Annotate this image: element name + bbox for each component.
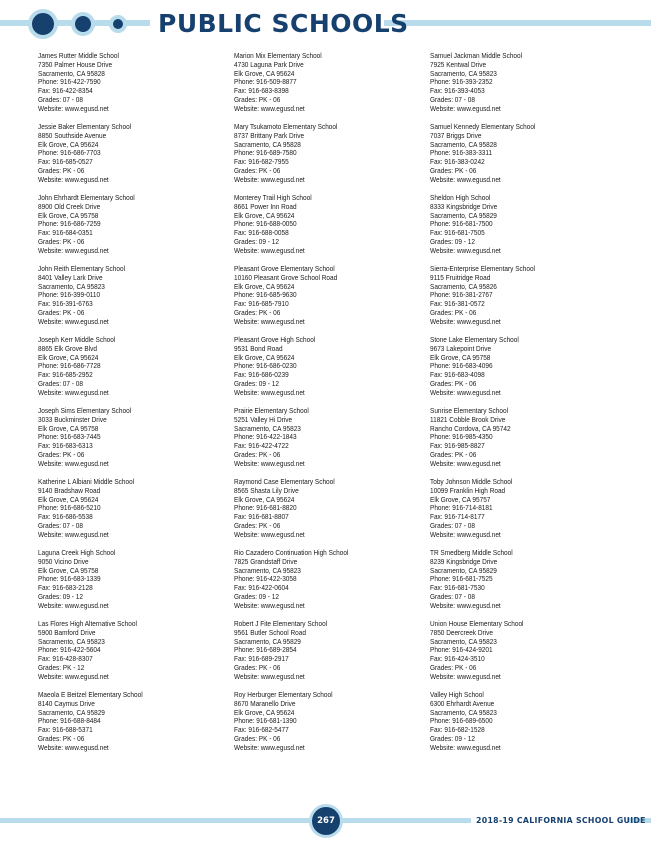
school-fax: Fax: 916-683-2128 (38, 583, 93, 593)
header-dot-small (109, 15, 127, 33)
school-grades: Grades: 09 - 12 (234, 378, 279, 388)
school-city: Elk Grove, CA 95624 (234, 494, 295, 504)
school-name: John Reith Elementary School (38, 264, 126, 273)
footer-rule-right (340, 818, 471, 823)
school-phone: Phone: 916-714-8181 (430, 503, 493, 513)
school-grades: Grades: PK - 06 (430, 449, 477, 459)
school-entry (430, 549, 620, 620)
footer-rule-left (0, 818, 310, 823)
school-entry (234, 265, 424, 336)
school-fax: Fax: 916-683-8398 (234, 86, 289, 96)
school-phone: Phone: 916-509-8877 (234, 77, 297, 87)
school-phone: Phone: 916-681-8820 (234, 503, 297, 513)
school-name: Maeola E Beitzel Elementary School (38, 690, 143, 699)
school-website: Website: www.egusd.net (430, 316, 501, 326)
school-entry (430, 52, 620, 123)
school-phone: Phone: 916-689-7580 (234, 148, 297, 158)
school-address: 8670 Maranello Drive (234, 698, 296, 708)
school-address: 3033 Buckminster Drive (38, 414, 107, 424)
school-entry (430, 123, 620, 194)
school-entry (430, 691, 620, 762)
school-name: Laguna Creek High School (38, 548, 116, 557)
school-fax: Fax: 916-985-8827 (430, 441, 485, 451)
school-grades: Grades: 09 - 12 (234, 236, 279, 246)
school-name: Joseph Kerr Middle School (38, 335, 116, 344)
school-city: Elk Grove, CA 95624 (234, 281, 295, 291)
school-entry (234, 407, 424, 478)
school-website: Website: www.egusd.net (234, 245, 305, 255)
school-address: 8565 Shasta Lily Drive (234, 485, 299, 495)
school-city: Sacramento, CA 95823 (430, 636, 497, 646)
school-website: Website: www.egusd.net (430, 387, 501, 397)
school-website: Website: www.egusd.net (38, 458, 109, 468)
school-city: Elk Grove, CA 95624 (38, 352, 99, 362)
school-name: Toby Johnson Middle School (430, 477, 513, 486)
school-phone: Phone: 916-683-7445 (38, 432, 101, 442)
school-entry (234, 620, 424, 691)
school-address: 8140 Caymus Drive (38, 698, 95, 708)
school-city: Elk Grove, CA 95757 (430, 494, 491, 504)
school-address: 8401 Valley Lark Drive (38, 272, 103, 282)
school-name: Marion Mix Elementary School (234, 51, 322, 60)
school-website: Website: www.egusd.net (430, 529, 501, 539)
school-fax: Fax: 916-391-6763 (38, 299, 93, 309)
school-city: Elk Grove, CA 95624 (234, 352, 295, 362)
school-phone: Phone: 916-393-2352 (430, 77, 493, 87)
school-name: Sheldon High School (430, 193, 491, 202)
school-entry (38, 407, 228, 478)
school-website: Website: www.egusd.net (38, 529, 109, 539)
school-grades: Grades: PK - 06 (38, 307, 85, 317)
school-phone: Phone: 916-683-1339 (38, 574, 101, 584)
school-website: Website: www.egusd.net (38, 742, 109, 752)
school-address: 8850 Southside Avenue (38, 130, 107, 140)
school-city: Elk Grove, CA 95758 (38, 565, 99, 575)
school-name: Pleasant Grove Elementary School (234, 264, 335, 273)
school-address: 9673 Lakepoint Drive (430, 343, 492, 353)
school-phone: Phone: 916-685-9630 (234, 290, 297, 300)
school-entry (430, 194, 620, 265)
school-phone: Phone: 916-686-0230 (234, 361, 297, 371)
school-website: Website: www.egusd.net (430, 174, 501, 184)
school-entry (234, 194, 424, 265)
school-address: 7825 Grandstaff Drive (234, 556, 298, 566)
school-website: Website: www.egusd.net (234, 671, 305, 681)
school-website: Website: www.egusd.net (430, 103, 501, 113)
school-fax: Fax: 916-381-0572 (430, 299, 485, 309)
school-city: Sacramento, CA 95829 (430, 565, 497, 575)
school-name: Mary Tsukamoto Elementary School (234, 122, 338, 131)
school-fax: Fax: 916-685-7910 (234, 299, 289, 309)
school-city: Sacramento, CA 95823 (430, 68, 497, 78)
school-address: 7037 Briggs Drive (430, 130, 482, 140)
school-city: Elk Grove, CA 95758 (38, 423, 99, 433)
school-name: James Rutter Middle School (38, 51, 119, 60)
school-grades: Grades: PK - 12 (38, 662, 85, 672)
school-city: Elk Grove, CA 95758 (38, 210, 99, 220)
school-fax: Fax: 916-422-0604 (234, 583, 289, 593)
school-entry (38, 620, 228, 691)
school-city: Sacramento, CA 95829 (234, 636, 301, 646)
school-grades: Grades: PK - 06 (430, 662, 477, 672)
school-address: 9140 Bradshaw Road (38, 485, 101, 495)
school-city: Elk Grove, CA 95624 (38, 494, 99, 504)
school-website: Website: www.egusd.net (38, 174, 109, 184)
school-website: Website: www.egusd.net (38, 245, 109, 255)
school-grades: Grades: PK - 06 (234, 94, 281, 104)
school-fax: Fax: 916-424-3510 (430, 654, 485, 664)
school-column-2 (234, 52, 424, 762)
school-grades: Grades: PK - 06 (234, 165, 281, 175)
school-phone: Phone: 916-422-5604 (38, 645, 101, 655)
school-column-1 (38, 52, 228, 762)
school-fax: Fax: 916-681-8807 (234, 512, 289, 522)
school-phone: Phone: 916-686-7728 (38, 361, 101, 371)
school-phone: Phone: 916-686-7259 (38, 219, 101, 229)
school-address: 8900 Old Creek Drive (38, 201, 101, 211)
school-fax: Fax: 916-683-6313 (38, 441, 93, 451)
school-phone: Phone: 916-381-2767 (430, 290, 493, 300)
school-entry (234, 691, 424, 762)
school-phone: Phone: 916-985-4350 (430, 432, 493, 442)
school-website: Website: www.egusd.net (430, 600, 501, 610)
school-entry (38, 691, 228, 762)
school-grades: Grades: PK - 06 (234, 449, 281, 459)
school-column-3 (430, 52, 620, 762)
school-fax: Fax: 916-689-2917 (234, 654, 289, 664)
school-address: 8333 Kingsbridge Drive (430, 201, 498, 211)
school-fax: Fax: 916-383-0242 (430, 157, 485, 167)
school-name: Las Flores High Alternative School (38, 619, 137, 628)
school-city: Sacramento, CA 95823 (430, 707, 497, 717)
school-name: Samuel Kennedy Elementary School (430, 122, 536, 131)
school-phone: Phone: 916-422-3058 (234, 574, 297, 584)
school-fax: Fax: 916-685-2952 (38, 370, 93, 380)
school-phone: Phone: 916-689-6500 (430, 716, 493, 726)
school-address: 9050 Vicino Drive (38, 556, 89, 566)
school-grades: Grades: PK - 06 (38, 236, 85, 246)
school-fax: Fax: 916-688-0058 (234, 228, 289, 238)
school-fax: Fax: 916-684-0351 (38, 228, 93, 238)
school-grades: Grades: 07 - 08 (38, 94, 83, 104)
school-website: Website: www.egusd.net (430, 671, 501, 681)
page-header (0, 0, 651, 48)
school-name: Sierra-Enterprise Elementary School (430, 264, 535, 273)
school-entry (38, 478, 228, 549)
school-city: Elk Grove, CA 95624 (234, 707, 295, 717)
school-phone: Phone: 916-383-3311 (430, 148, 493, 158)
school-grades: Grades: PK - 06 (234, 307, 281, 317)
school-grades: Grades: 07 - 08 (430, 520, 475, 530)
page-number: 267 (309, 804, 343, 838)
school-website: Website: www.egusd.net (430, 458, 501, 468)
school-grades: Grades: PK - 06 (38, 165, 85, 175)
school-entry (38, 52, 228, 123)
school-website: Website: www.egusd.net (234, 600, 305, 610)
school-phone: Phone: 916-689-2854 (234, 645, 297, 655)
school-entry (38, 265, 228, 336)
page-title: PUBLIC SCHOOLS (158, 9, 409, 38)
header-rule-right (384, 20, 651, 26)
school-website: Website: www.egusd.net (234, 529, 305, 539)
school-name: Stone Lake Elementary School (430, 335, 519, 344)
school-grades: Grades: 07 - 08 (430, 94, 475, 104)
school-address: 10099 Franklin High Road (430, 485, 506, 495)
school-phone: Phone: 916-683-4096 (430, 361, 493, 371)
school-address: 4730 Laguna Park Drive (234, 59, 304, 69)
school-address: 7350 Palmer House Drive (38, 59, 113, 69)
school-fax: Fax: 916-683-4098 (430, 370, 485, 380)
school-city: Elk Grove, CA 95624 (38, 139, 99, 149)
school-address: 8239 Kingsbridge Drive (430, 556, 498, 566)
school-address: 11821 Cobble Brook Drive (430, 414, 506, 424)
school-fax: Fax: 916-682-1528 (430, 725, 485, 735)
school-website: Website: www.egusd.net (430, 245, 501, 255)
school-address: 8661 Power Inn Road (234, 201, 297, 211)
school-entry (430, 407, 620, 478)
school-website: Website: www.egusd.net (38, 387, 109, 397)
school-name: Union House Elementary School (430, 619, 524, 628)
school-city: Sacramento, CA 95823 (234, 423, 301, 433)
school-name: Joseph Sims Elementary School (38, 406, 132, 415)
school-city: Sacramento, CA 95829 (430, 210, 497, 220)
school-city: Elk Grove, CA 95758 (430, 352, 491, 362)
school-phone: Phone: 916-422-1843 (234, 432, 297, 442)
school-name: Roy Herburger Elementary School (234, 690, 333, 699)
school-website: Website: www.egusd.net (234, 387, 305, 397)
school-fax: Fax: 916-422-4722 (234, 441, 289, 451)
school-city: Elk Grove, CA 95624 (234, 210, 295, 220)
school-website: Website: www.egusd.net (38, 103, 109, 113)
school-website: Website: www.egusd.net (38, 671, 109, 681)
school-fax: Fax: 916-681-7505 (430, 228, 485, 238)
school-city: Sacramento, CA 95828 (430, 139, 497, 149)
school-entry (430, 336, 620, 407)
school-grades: Grades: PK - 06 (234, 662, 281, 672)
school-address: 9115 Fruitridge Road (430, 272, 491, 282)
school-phone: Phone: 916-681-7500 (430, 219, 493, 229)
school-city: Sacramento, CA 95823 (234, 565, 301, 575)
school-phone: Phone: 916-399-0110 (38, 290, 101, 300)
school-website: Website: www.egusd.net (430, 742, 501, 752)
school-name: Rio Cazadero Continuation High School (234, 548, 349, 557)
school-entry (38, 549, 228, 620)
school-grades: Grades: PK - 06 (234, 733, 281, 743)
school-city: Sacramento, CA 95823 (38, 636, 105, 646)
school-address: 7925 Kentwal Drive (430, 59, 487, 69)
school-address: 7850 Deercreek Drive (430, 627, 493, 637)
school-name: Raymond Case Elementary School (234, 477, 335, 486)
school-phone: Phone: 916-424-9201 (430, 645, 493, 655)
school-website: Website: www.egusd.net (234, 316, 305, 326)
school-website: Website: www.egusd.net (38, 316, 109, 326)
school-grades: Grades: 07 - 08 (430, 591, 475, 601)
school-fax: Fax: 916-428-8307 (38, 654, 93, 664)
school-address: 9561 Butler School Road (234, 627, 306, 637)
school-phone: Phone: 916-688-8484 (38, 716, 101, 726)
school-address: 5251 Valley Hi Drive (234, 414, 293, 424)
school-entry (38, 336, 228, 407)
guide-title: 2018-19 CALIFORNIA SCHOOL GUIDE (476, 816, 646, 825)
school-entry (234, 478, 424, 549)
school-website: Website: www.egusd.net (234, 174, 305, 184)
school-entry (234, 123, 424, 194)
school-grades: Grades: PK - 06 (38, 733, 85, 743)
header-dot-large (28, 9, 58, 39)
school-website: Website: www.egusd.net (38, 600, 109, 610)
school-fax: Fax: 916-393-4053 (430, 86, 485, 96)
school-phone: Phone: 916-681-7525 (430, 574, 493, 584)
school-grades: Grades: 07 - 08 (38, 520, 83, 530)
school-city: Sacramento, CA 95826 (430, 281, 497, 291)
school-fax: Fax: 916-682-7955 (234, 157, 289, 167)
school-entry (234, 52, 424, 123)
school-entry (234, 336, 424, 407)
school-fax: Fax: 916-422-8354 (38, 86, 93, 96)
school-address: 9531 Bond Road (234, 343, 283, 353)
school-city: Sacramento, CA 95829 (38, 707, 105, 717)
school-phone: Phone: 916-688-0050 (234, 219, 297, 229)
school-name: Jessie Baker Elementary School (38, 122, 132, 131)
school-phone: Phone: 916-686-5210 (38, 503, 101, 513)
school-fax: Fax: 916-688-5371 (38, 725, 93, 735)
school-grades: Grades: 09 - 12 (430, 236, 475, 246)
school-address: 6300 Ehrhardt Avenue (430, 698, 495, 708)
school-fax: Fax: 916-681-7530 (430, 583, 485, 593)
school-fax: Fax: 916-686-5538 (38, 512, 93, 522)
header-dot-medium (71, 12, 95, 36)
school-phone: Phone: 916-681-1390 (234, 716, 297, 726)
school-address: 8865 Elk Grove Blvd (38, 343, 97, 353)
school-entry (430, 620, 620, 691)
school-grades: Grades: 09 - 12 (38, 591, 83, 601)
school-name: Prairie Elementary School (234, 406, 309, 415)
school-fax: Fax: 916-686-0239 (234, 370, 289, 380)
school-website: Website: www.egusd.net (234, 742, 305, 752)
school-entry (430, 265, 620, 336)
school-grades: Grades: 09 - 12 (234, 591, 279, 601)
school-name: Monterey Trail High School (234, 193, 312, 202)
school-name: Sunrise Elementary School (430, 406, 509, 415)
school-name: Robert J Fite Elementary School (234, 619, 328, 628)
school-website: Website: www.egusd.net (234, 103, 305, 113)
school-phone: Phone: 916-422-7590 (38, 77, 101, 87)
school-name: Pleasant Grove High School (234, 335, 316, 344)
school-city: Rancho Cordova, CA 95742 (430, 423, 511, 433)
school-address: 5900 Bamford Drive (38, 627, 96, 637)
school-grades: Grades: PK - 06 (430, 307, 477, 317)
school-address: 10160 Pleasant Grove School Road (234, 272, 338, 282)
school-grades: Grades: PK - 06 (430, 378, 477, 388)
school-address: 8737 Brittany Park Drive (234, 130, 305, 140)
school-city: Sacramento, CA 95823 (38, 281, 105, 291)
school-fax: Fax: 916-714-8177 (430, 512, 485, 522)
school-grades: Grades: 07 - 08 (38, 378, 83, 388)
school-grades: Grades: PK - 06 (430, 165, 477, 175)
school-fax: Fax: 916-685-0527 (38, 157, 93, 167)
school-name: TR Smedberg Middle School (430, 548, 513, 557)
school-name: John Ehrhardt Elementary School (38, 193, 135, 202)
school-name: Samuel Jackman Middle School (430, 51, 523, 60)
school-website: Website: www.egusd.net (234, 458, 305, 468)
school-entry (430, 478, 620, 549)
school-grades: Grades: PK - 06 (234, 520, 281, 530)
school-city: Sacramento, CA 95828 (38, 68, 105, 78)
school-city: Sacramento, CA 95828 (234, 139, 301, 149)
school-entry (38, 194, 228, 265)
school-name: Valley High School (430, 690, 484, 699)
school-city: Elk Grove, CA 95624 (234, 68, 295, 78)
school-grades: Grades: 09 - 12 (430, 733, 475, 743)
school-name: Katherine L Albiani Middle School (38, 477, 135, 486)
school-grades: Grades: PK - 06 (38, 449, 85, 459)
school-fax: Fax: 916-682-5477 (234, 725, 289, 735)
school-phone: Phone: 916-686-7703 (38, 148, 101, 158)
school-entry (38, 123, 228, 194)
school-entry (234, 549, 424, 620)
